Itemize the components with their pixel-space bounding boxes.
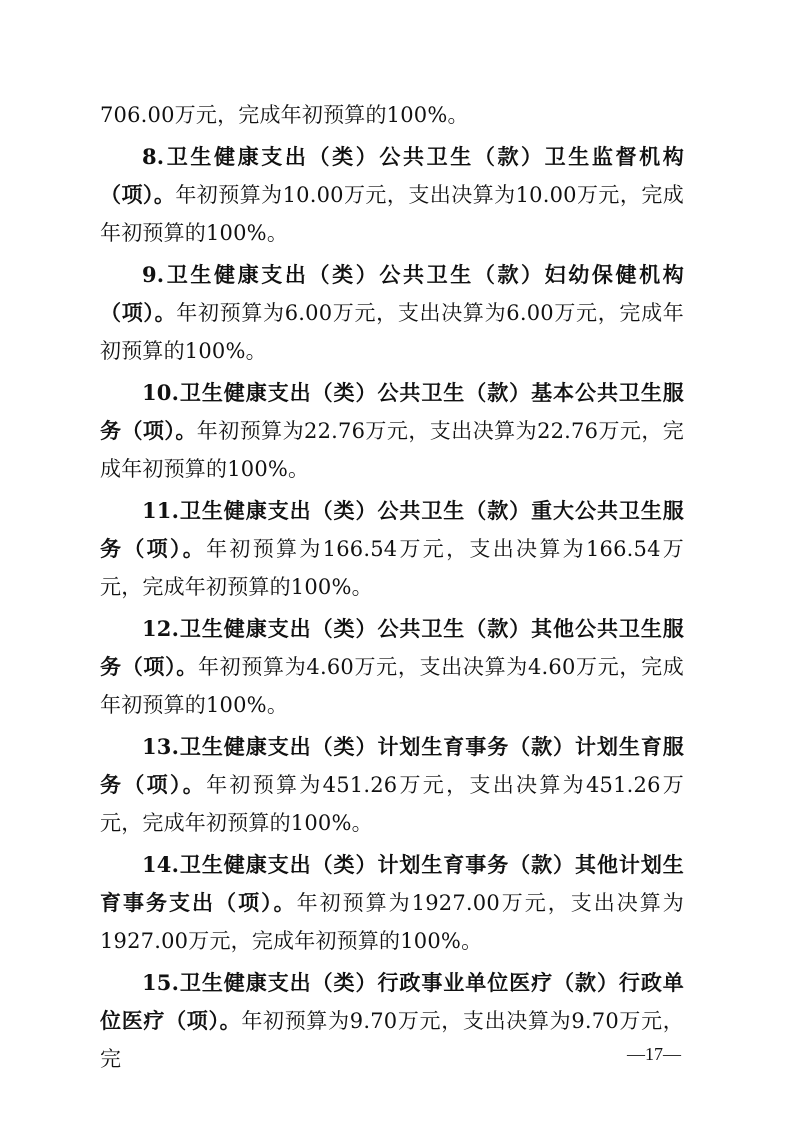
paragraph-4 — [100, 374, 684, 488]
paragraph-5 — [100, 492, 684, 606]
paragraph-7-heading: 13.卫生健康支出（类）计划生育事务（款）计划生育服务（项）。 — [100, 734, 684, 797]
paragraph-3 — [100, 256, 684, 370]
paragraph-2-text: 年初预算为10.00万元，支出决算为10.00万元，完成年初预算的100%。 — [100, 183, 684, 245]
paragraph-5-text: 年初预算为166.54万元，支出决算为166.54万元，完成年初预算的100%。 — [100, 537, 684, 599]
paragraph-8 — [100, 846, 684, 960]
paragraph-8-text: 年初预算为1927.00万元，支出决算为1927.00万元，完成年初预算的100%。 — [100, 891, 684, 953]
document-body — [100, 96, 684, 1082]
paragraph-9-text: 年初预算为9.70万元，支出决算为9.70万元，完 — [100, 1009, 684, 1071]
paragraph-1 — [100, 96, 684, 134]
paragraph-7 — [100, 728, 684, 842]
paragraph-8-heading: 14.卫生健康支出（类）计划生育事务（款）其他计划生育事务支出（项）。 — [100, 852, 684, 915]
page-number: —17— — [627, 1044, 681, 1064]
paragraph-2-heading: 8.卫生健康支出（类）公共卫生（款）卫生监督机构（项）。 — [100, 144, 684, 207]
paragraph-4-text: 年初预算为22.76万元，支出决算为22.76万元，完成年初预算的100%。 — [100, 419, 685, 481]
paragraph-1-text: 706.00万元，完成年初预算的100%。 — [100, 103, 469, 127]
paragraph-3-text: 年初预算为6.00万元，支出决算为6.00万元，完成年初预算的100%。 — [100, 301, 684, 363]
paragraph-6-text: 年初预算为4.60万元，支出决算为4.60万元，完成年初预算的100%。 — [100, 655, 685, 717]
paragraph-9 — [100, 964, 684, 1078]
paragraph-3-heading: 9.卫生健康支出（类）公共卫生（款）妇幼保健机构（项）。 — [100, 262, 684, 325]
paragraph-2 — [100, 138, 684, 252]
paragraph-6-heading: 12.卫生健康支出（类）公共卫生（款）其他公共卫生服务（项）。 — [100, 616, 684, 679]
paragraph-6 — [100, 610, 684, 724]
paragraph-4-heading: 10.卫生健康支出（类）公共卫生（款）基本公共卫生服务（项）。 — [100, 380, 684, 443]
paragraph-5-heading: 11.卫生健康支出（类）公共卫生（款）重大公共卫生服务（项）。 — [100, 498, 684, 561]
paragraph-7-text: 年初预算为451.26万元，支出决算为451.26万元，完成年初预算的100%。 — [100, 773, 684, 835]
paragraph-9-heading: 15.卫生健康支出（类）行政事业单位医疗（款）行政单位医疗（项）。 — [100, 970, 684, 1033]
